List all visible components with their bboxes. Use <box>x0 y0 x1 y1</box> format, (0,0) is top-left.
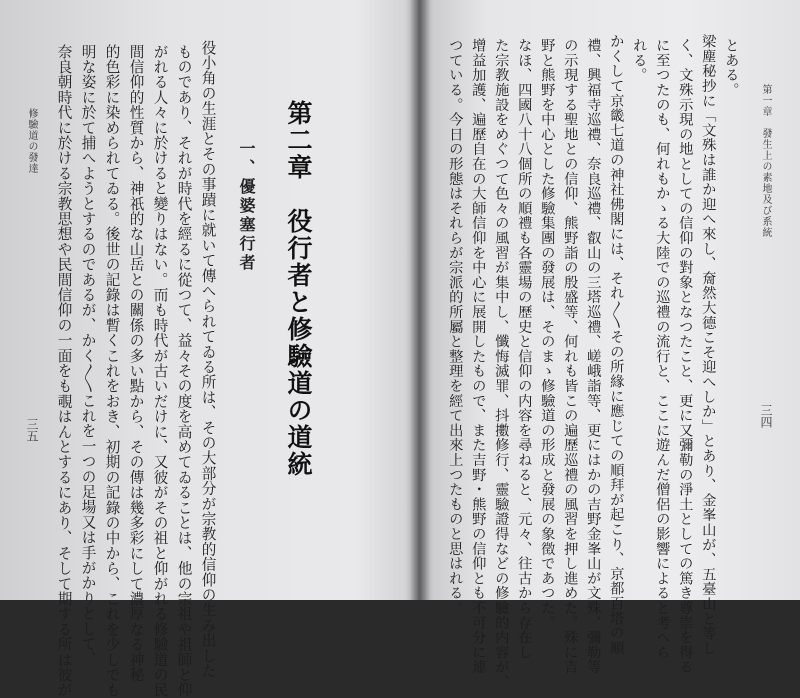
right-page-number: 三四 <box>759 404 773 428</box>
right-running-head: 第一章 發生上の素地及び系統 <box>760 84 771 238</box>
right-line-11: た宗教施設をめぐつて色々の風習が集中し、懺悔滅罪、抖擻修行、靈驗證得などの修驗的内容が、 <box>493 38 510 690</box>
left-line-7: 奈良朝時代に於ける宗教思想や民間信仰の一面をも覗はんとするにあり、そして期する所は彼が <box>55 44 73 698</box>
right-line-2: 梁塵秘抄に「文殊は誰か迎へ來し、奝然大德こそ迎へしか」とあり、金峯山が、五臺山と等し <box>700 34 717 656</box>
left-line-2: ものであり、それが時代を經るに從つて、益々その度を高めてゐることは、他の宗祖や祖師と仰 <box>175 44 193 698</box>
right-page <box>418 0 800 690</box>
right-line-5: れる。 <box>631 38 648 83</box>
left-line-4: 間信仰的性質から、神祇的な山岳との關係の多い點から、その傳は幾多彩にして濃厚なる神秘 <box>127 44 145 683</box>
right-line-9: 野と熊野を中心とした修驗集團の發展は、そのまゝ修驗道の形成と發展の象徵であつた。 <box>539 38 556 630</box>
chapter-title: 第二章 役行者と修驗道の道統 <box>284 100 313 478</box>
right-line-6: かくして京畿七道の神社佛閣には、それ〳〵その所緣に應じての順拜が起こり、京都百塔の順 <box>608 34 625 656</box>
right-line-8: の示現する聖地との信仰、熊野詣の殷盛等、何れも皆この遍歷巡禮の風習を押し進めた。殊に吉 <box>562 38 579 675</box>
left-line-3: がれる人々に於けると變りはない。而も時代が古いだけに、又彼がその祖と仰がれる修驗道の民 <box>151 44 169 698</box>
book-gutter <box>410 0 430 600</box>
left-page-number: 三五 <box>25 418 39 442</box>
right-line-13: つている。今日の形態はそれらが宗派的所屬と整理を經て出來上つたものと思はれる。 <box>447 38 464 616</box>
right-line-10: なほ、四國八十八個所の順禮も各靈場の歷史と信仰の内容を尋ねると、元々、往古から存在し <box>516 38 533 660</box>
left-line-6: 明な姿に於て捕へようとするのであるが、かく〳〵これを一つの足場又は手がかりとして、 <box>79 44 97 667</box>
right-line-12: 增益加護、遍歷自在の大師信仰を中心に展開したもので、また吉野・熊野の信仰とも不可分に連 <box>470 38 487 675</box>
right-line-3: く、文殊示現の地としての信仰の對象となつたこと、更に又彌勒の淨土としての篤き尊崇を得る <box>677 38 694 675</box>
left-line-5: 的色彩に染められてゐる。後世の記錄は暫くこれをおき、初期の記錄の中から、これを少しでも <box>103 44 121 698</box>
left-line-1: 役小角の生涯とその事蹟に就いて傳へられてゐる所は、その大部分が宗教的信仰の生み出した <box>199 40 217 679</box>
section-title: 一、優婆塞行者 <box>237 140 256 273</box>
right-line-1: とある。 <box>723 38 740 98</box>
left-running-head: 修驗道の發達 <box>26 108 37 174</box>
right-line-4: に至つたのも、何れもかゝる大陸での巡禮の流行と、ここに遊んだ僧侶の影響によると考へら <box>654 38 671 660</box>
right-line-7: 禮、興福寺巡禮、奈良巡禮、叡山の三塔巡禮、嵯峨詣等、更にはかの吉野金峯山が文殊、彌勒等 <box>585 38 602 675</box>
